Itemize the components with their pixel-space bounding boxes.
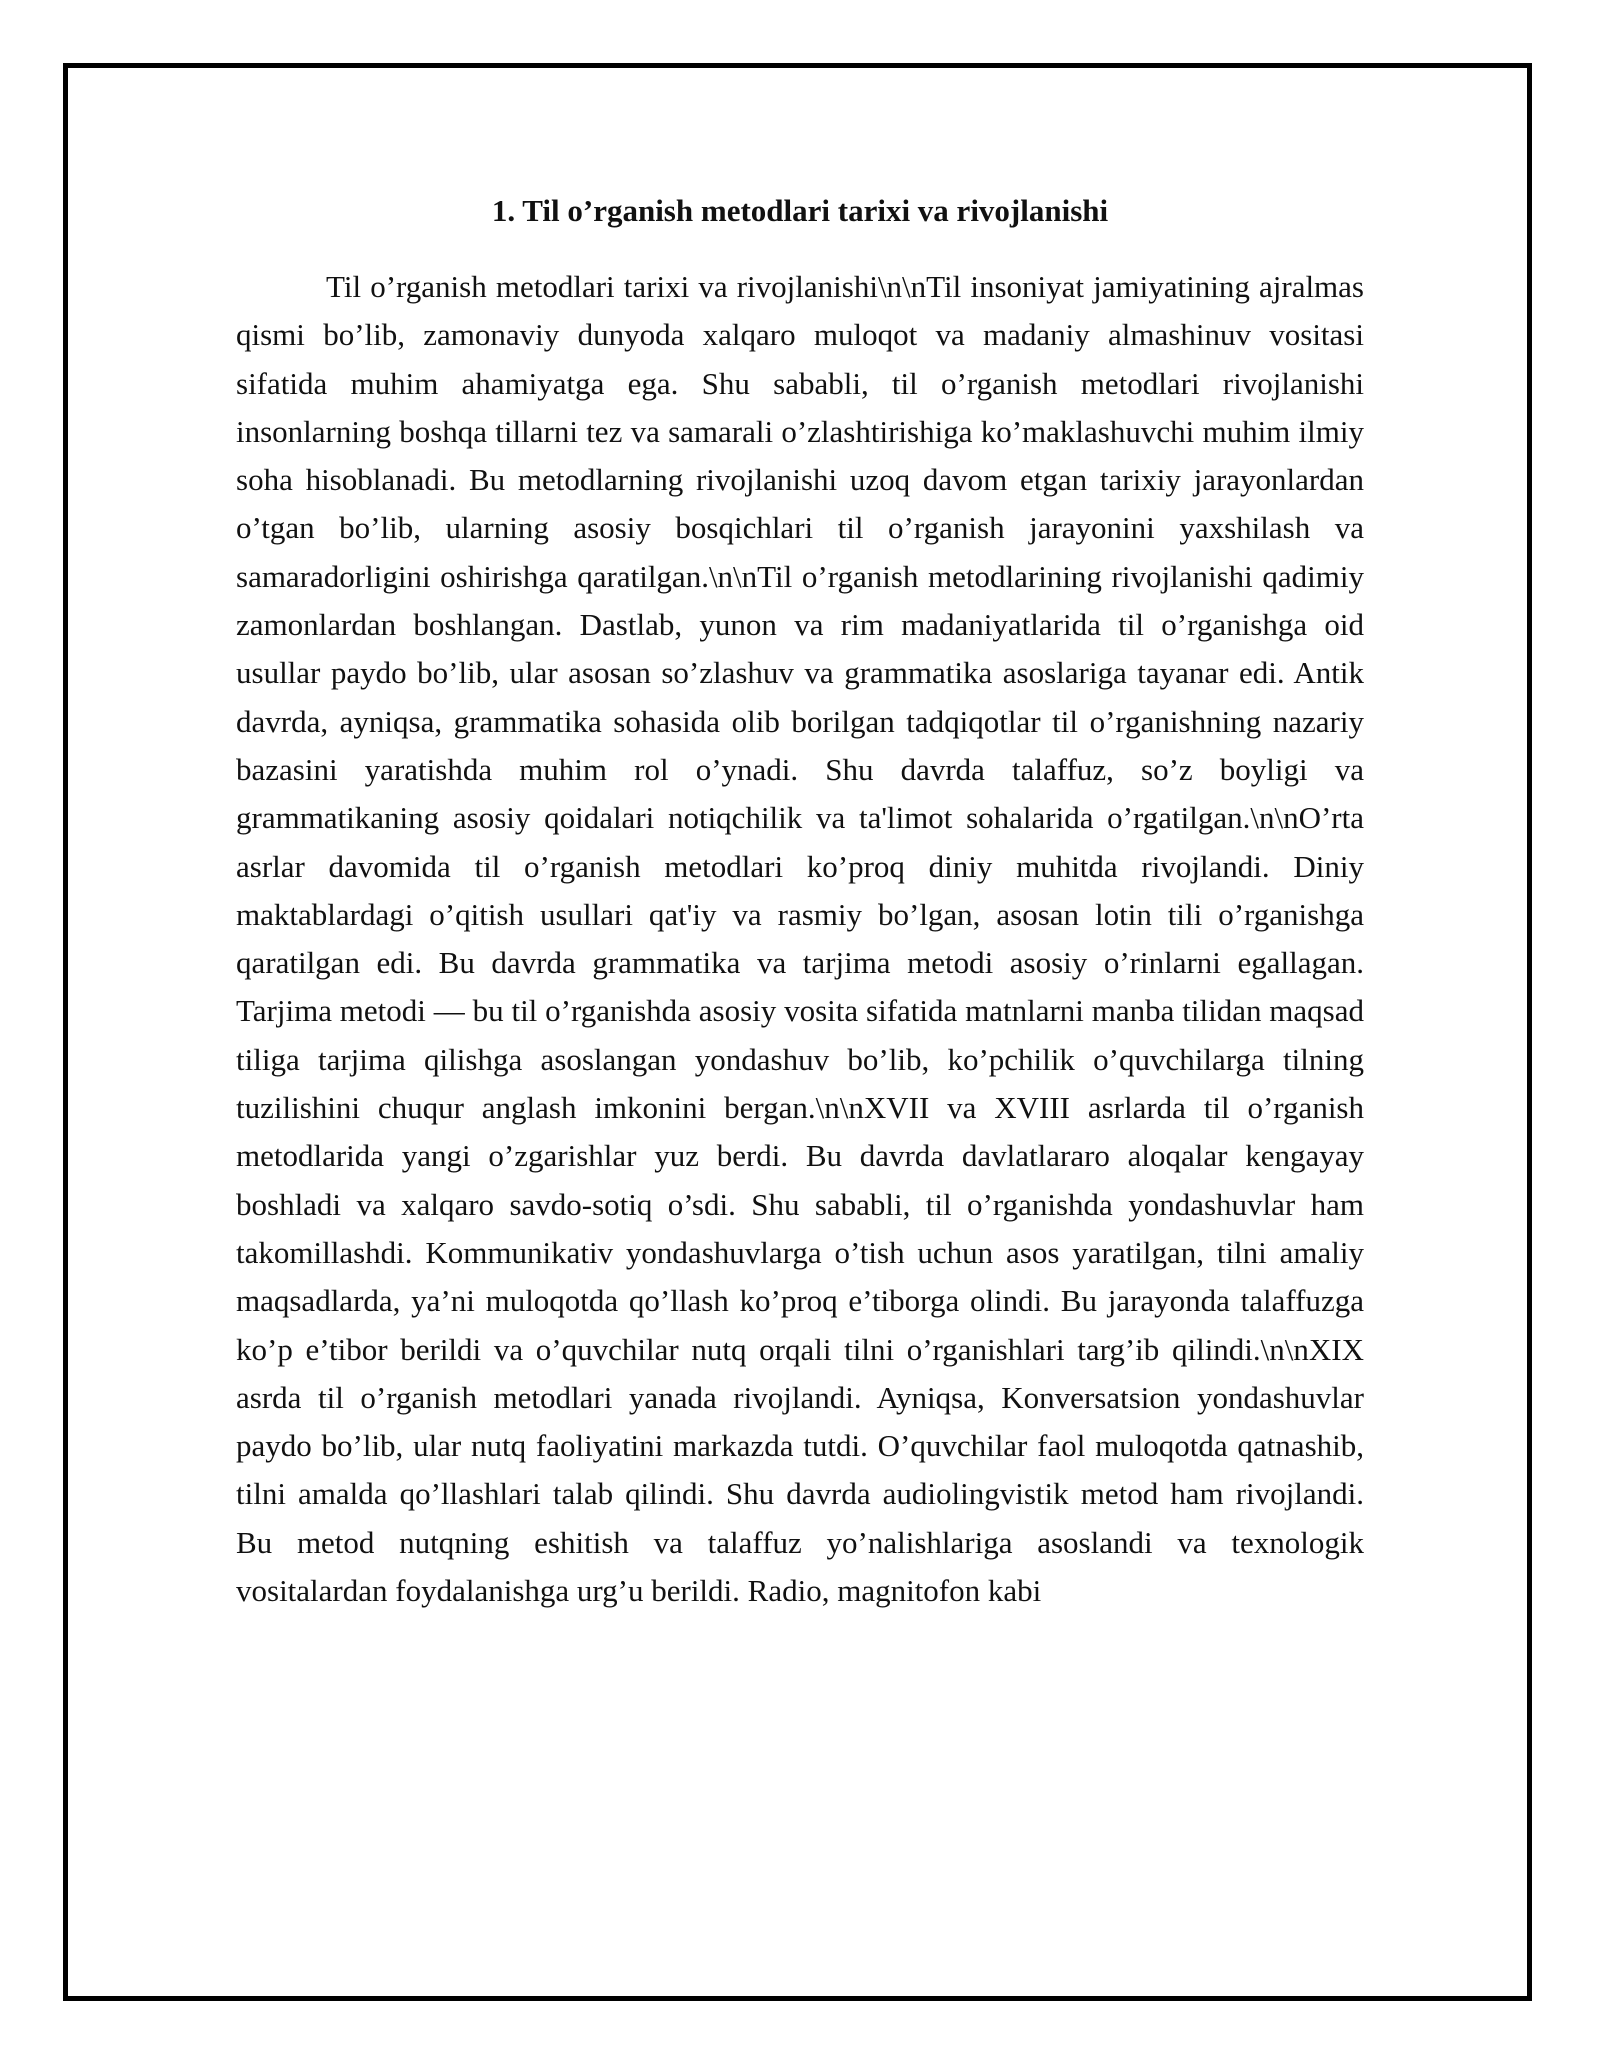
- document-content: [236, 187, 1364, 1615]
- document-body-paragraph: Til o’rganish metodlari tarixi va rivojlanishi\n\nTil insoniyat jamiyatining ajralmas qismi bo’lib, zamonaviy dunyoda xalqaro muloqot va madaniy almashinuv vositasi sifatida muhim ahamiyatga ega. Shu sababli, til o’rganish metodlari rivojlanishi insonlarning boshqa tillarni tez va samarali o’zlashtirishiga ko’maklashuvchi muhim ilmiy soha hisoblanadi. Bu metodlarning rivojlanishi uzoq davom etgan tarixiy jarayonlardan o’tgan bo’lib, ularning asosiy bosqichlari til o’rganish jarayonini yaxshilash va samaradorligini oshirishga qaratilgan.\n\nTil o’rganish metodlarining rivojlanishi qadimiy zamonlardan boshlangan. Dastlab, yunon va rim madaniyatlarida til o’rganishga oid usullar paydo bo’lib, ular asosan so’zlashuv va grammatika asoslariga tayanar edi. Antik davrda, ayniqsa, grammatika sohasida olib borilgan tadqiqotlar til o’rganishning nazariy bazasini yaratishda muhim rol o’ynadi. Shu davrda talaffuz, so’z boyligi va grammatikaning asosiy qoidalari notiqchilik va ta'limot sohalarida o’rgatilgan.\n\nO’rta asrlar davomida til o’rganish metodlari ko’proq diniy muhitda rivojlandi. Diniy maktablardagi o’qitish usullari qat'iy va rasmiy bo’lgan, asosan lotin tili o’rganishga qaratilgan edi. Bu davrda grammatika va tarjima metodi asosiy o’rinlarni egallagan. Tarjima metodi — bu til o’rganishda asosiy vosita sifatida matnlarni manba tilidan maqsad tiliga tarjima qilishga asoslangan yondashuv bo’lib, ko’pchilik o’quvchilarga tilning tuzilishini chuqur anglash imkonini bergan.\n\nXVII va XVIII asrlarda til o’rganish metodlarida yangi o’zgarishlar yuz berdi. Bu davrda davlatlararo aloqalar kengayay boshladi va xalqaro savdo-sotiq o’sdi. Shu sababli, til o’rganishda yondashuvlar ham takomillashdi. Kommunikativ yondashuvlarga o’tish uchun asos yaratilgan, tilni amaliy maqsadlarda, ya’ni muloqotda qo’llash ko’proq e’tiborga olindi. Bu jarayonda talaffuzga ko’p e’tibor berildi va o’quvchilar nutq orqali tilni o’rganishlari targ’ib qilindi.\n\nXIX asrda til o’rganish metodlari yanada rivojlandi. Ayniqsa, Konversatsion yondashuvlar paydo bo’lib, ular nutq faoliyatini markazda tutdi. O’quvchilar faol muloqotda qatnashib, tilni amalda qo’llashlari talab qilindi. Shu davrda audiolingvistik metod ham rivojlandi. Bu metod nutqning eshitish va talaffuz yo’nalishlariga asoslandi va texnologik vositalardan foydalanishga urg’u berildi. Radio, magnitofon kabi: [236, 269, 1364, 1609]
- document-title: 1. Til o’rganish metodlari tarixi va rivojlanishi: [491, 193, 1109, 228]
